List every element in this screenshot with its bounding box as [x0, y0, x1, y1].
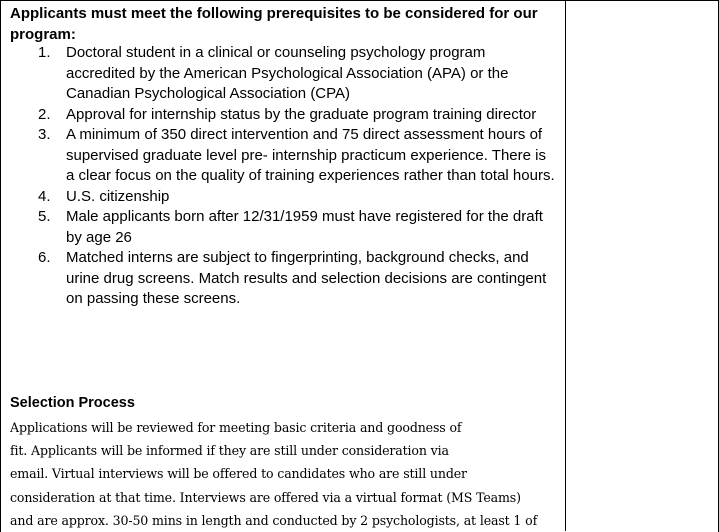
paragraph-line: fit. Applicants will be informed if they are still under consideration via: [10, 443, 449, 459]
selection-process-body: [10, 416, 560, 532]
paragraph-line: Applications will be reviewed for meeting basic criteria and goodness of: [10, 420, 462, 435]
list-item: [0, 125, 565, 187]
prerequisites-list: [0, 43, 565, 310]
paragraph-line: consideration at that time. Interviews are offered via a virtual format (MS Teams): [10, 489, 521, 505]
paragraph-line: and are approx. 30-50 mins in length and conducted by 2 psychologists, at least 1 of: [10, 512, 538, 528]
list-item-number: 4.: [38, 187, 51, 205]
list-item-number: 2.: [38, 105, 51, 123]
list-item-number: 6.: [38, 249, 51, 266]
list-item-text: Matched interns are subject to fingerprinting, background checks, and urine drug screens. Match results and selection decisions are contingent on passing these screens.: [66, 249, 547, 307]
prerequisites-heading: Applicants must meet the following prerequisites to be considered for our program:: [10, 5, 538, 43]
list-item: [0, 43, 565, 105]
list-item: [0, 187, 565, 208]
list-item-text: Doctoral student in a clinical or counseling psychology program accredited by the American Psychological Association (APA) or the Canadian Psychological Association (CPA): [66, 44, 509, 102]
list-item-number: 1.: [38, 44, 51, 61]
list-item-text: U.S. citizenship: [66, 187, 170, 205]
list-item-number: 5.: [38, 208, 51, 225]
list-item-text: A minimum of 350 direct intervention and 75 direct assessment hours of supervised graduate level pre- internship practicum experience. There is a clear focus on the quality of training experiences rather than total hours.: [66, 126, 555, 184]
selection-process-heading: Selection Process: [10, 395, 135, 411]
list-item: [0, 105, 565, 126]
list-item: [0, 207, 565, 248]
column-divider: [565, 0, 566, 531]
list-item-number: 3.: [38, 126, 51, 143]
list-item-text: Male applicants born after 12/31/1959 must have registered for the draft by age 26: [66, 208, 543, 246]
list-item: [0, 248, 565, 310]
paragraph-line: email. Virtual interviews will be offered to candidates who are still under: [10, 466, 467, 482]
list-item-text: Approval for internship status by the graduate program training director: [66, 105, 537, 123]
